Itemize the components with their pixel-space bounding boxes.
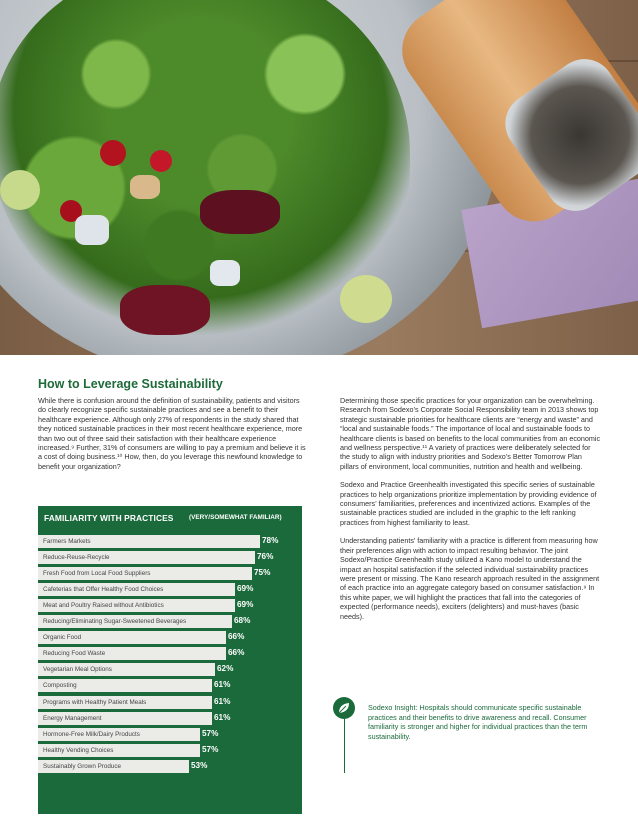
bar-value-label: 61% <box>214 697 231 706</box>
chart-bar <box>38 696 212 709</box>
pomegranate-seed <box>100 140 126 166</box>
chart-bar <box>38 663 215 676</box>
bar-value-label: 66% <box>228 648 245 657</box>
bar-category-label: Programs with Healthy Patient Meals <box>43 698 147 706</box>
body-paragraph: Determining those specific practices for your organization can be overwhelming. Research from Sodexo’s Corporate Social Responsibility team in 2013 shows top strategic sustainable priorities for healthcare clients are “energy and waste” and “local and sustainable foods.” The importance of local and sustainable foods to healthcare clients is based on benefits to the local communities from an economic and wellness perspective.¹¹ A variety of practices were deliberately selected for the study to align with industry priorities and Sodexo’s Better Tomorrow Plan pillars of environment, local communities, nutrition and health and wellbeing. <box>340 396 601 471</box>
chart-bar <box>38 631 226 644</box>
chart-subtitle: (VERY/SOMEWHAT FAMILIAR) <box>189 514 282 521</box>
chart-bar <box>38 647 226 660</box>
insight-divider <box>344 719 345 773</box>
intro-paragraph: While there is confusion around the definition of sustainability, patients and visitors do clearly recognize specific sustainable practices and see a benefit to their healthcare experience. Although only 27% of respondents in the study shared that they noticed sustainable practices in their most recent healthcare experience, more than two out of three said their satisfaction with their healthcare experience increased.⁹ Further, 31% of consumers are willing to pay a premium and believe it is a cost of doing business.¹⁰ How, then, do you leverage this newfound knowledge to benefit your organization? <box>38 396 306 471</box>
bar-value-label: 57% <box>202 729 219 738</box>
body-paragraph: Sodexo and Practice Greenhealth investigated this specific series of sustainable practices to help organizations prioritize implementation by providing evidence of consumers’ familiarities, preferences and incentivized actions. Examples of the sustainable practices studied are included in the graphic to the left ranking practices from highest familiarity to least. <box>340 480 597 527</box>
body-paragraph: Understanding patients’ familiarity with a practice is different from measuring how their preferences align with action to impact resulting behavior. The joint Sodexo/Practice Greenhealth study utilized a Kano model to understand the impact an hospital satisfaction if the selected individual sustainability practices were present or missing. The Kano research approach resulted in the assignment of each practice into an aggregate category based on consumer satisfaction.⁹ In this white paper, we will highlight the practices that fall into the categories of expected (performance needs), exciters (delighters) and must-haves (basic needs). <box>340 536 600 621</box>
bar-category-label: Farmers Markets <box>43 537 91 545</box>
chart-bar <box>38 712 212 725</box>
cheese-crumble <box>210 260 240 286</box>
chart-bar <box>38 728 200 741</box>
right-column <box>340 396 602 630</box>
bar-value-label: 66% <box>228 632 245 641</box>
familiarity-chart <box>38 506 302 814</box>
chart-bar <box>38 679 212 692</box>
bar-category-label: Reducing Food Waste <box>43 649 106 657</box>
chart-title: FAMILIARITY WITH PRACTICES <box>44 513 174 523</box>
chart-bar <box>38 615 232 628</box>
beet-slice <box>120 285 210 335</box>
bar-category-label: Healthy Vending Choices <box>43 746 114 754</box>
bar-value-label: 53% <box>191 761 208 770</box>
bar-category-label: Energy Management <box>43 714 102 722</box>
chart-bar <box>38 599 235 612</box>
chart-bar <box>38 583 235 596</box>
grape <box>0 170 40 210</box>
bar-category-label: Composting <box>43 681 77 689</box>
chart-bar <box>38 760 189 773</box>
bar-value-label: 69% <box>237 600 254 609</box>
insight-callout: Sodexo Insight: Hospitals should communicate specific sustainable practices and their benefits to drive awareness and recall. Consumer familiarity is stronger and higher for individual practices than the term sustainability. <box>368 703 588 741</box>
bar-category-label: Cafeterias that Offer Healthy Food Choices <box>43 585 164 593</box>
chart-bar <box>38 535 260 548</box>
bar-value-label: 76% <box>257 552 274 561</box>
walnut <box>130 175 160 199</box>
bar-category-label: Reducing/Eliminating Sugar-Sweetened Beverages <box>43 617 187 625</box>
bar-category-label: Vegetarian Meal Options <box>43 665 112 673</box>
leaf-icon <box>333 697 355 719</box>
leaf-icon-shape <box>333 697 355 719</box>
chart-bar <box>38 744 200 757</box>
bar-category-label: Hormone-Free Milk/Dairy Products <box>43 730 140 738</box>
bar-category-label: Sustainably Grown Produce <box>43 762 122 770</box>
article-headline: How to Leverage Sustainability <box>38 377 223 391</box>
bar-value-label: 69% <box>237 584 254 593</box>
bar-category-label: Organic Food <box>43 633 82 641</box>
bar-category-label: Fresh Food from Local Food Suppliers <box>43 569 151 577</box>
bar-value-label: 75% <box>254 568 271 577</box>
grape <box>340 275 392 323</box>
chart-bar <box>38 551 255 564</box>
bar-value-label: 61% <box>214 680 231 689</box>
cheese-crumble <box>75 215 109 245</box>
bar-category-label: Meat and Poultry Raised without Antibiotics <box>43 601 164 609</box>
bar-category-label: Reduce-Reuse-Recycle <box>43 553 110 561</box>
chart-bar <box>38 567 252 580</box>
hero-salad-photo <box>0 0 638 355</box>
beet-slice <box>200 190 280 234</box>
bar-value-label: 57% <box>202 745 219 754</box>
bar-value-label: 78% <box>262 536 279 545</box>
bar-value-label: 61% <box>214 713 231 722</box>
pomegranate-seed <box>150 150 172 172</box>
bar-value-label: 62% <box>217 664 234 673</box>
bar-value-label: 68% <box>234 616 251 625</box>
